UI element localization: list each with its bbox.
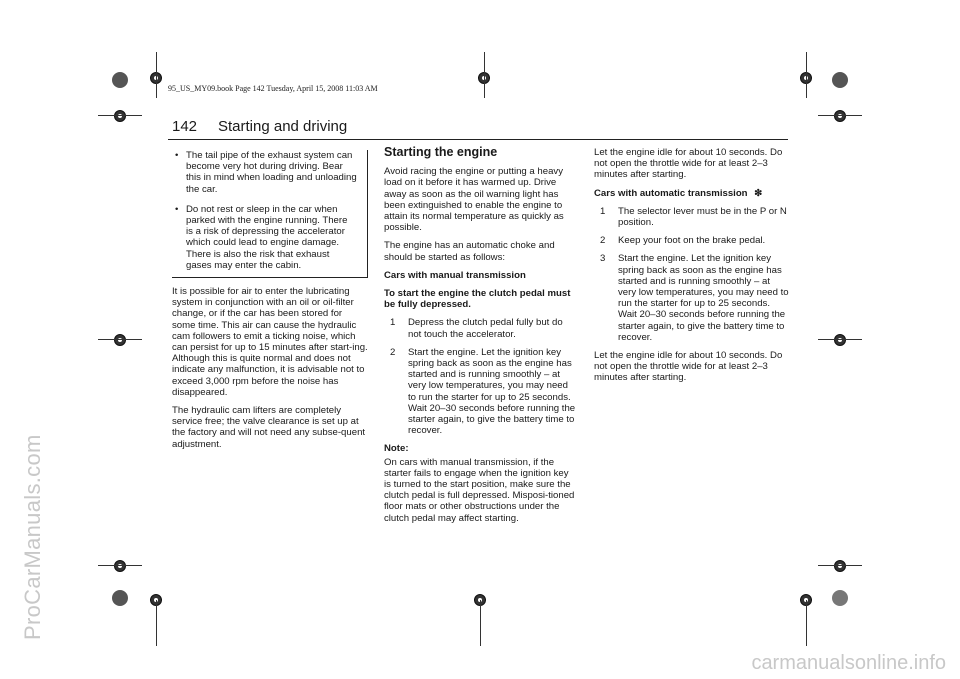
page-number: 142: [172, 118, 198, 135]
crop-line: [98, 565, 142, 566]
crosshair-registration-icon: [114, 560, 126, 572]
crosshair-registration-icon: [112, 72, 128, 88]
bottom-watermark: carmanualsonline.info: [751, 652, 946, 674]
crosshair-registration-icon: [114, 334, 126, 346]
subheading: [594, 188, 790, 199]
column-right: [594, 147, 790, 391]
side-watermark: ProCarManuals.com: [20, 434, 45, 640]
warning-box: [172, 150, 368, 278]
paragraph: The engine has an automatic choke and should be started as follows:: [384, 240, 555, 263]
step-text: Start the engine. Let the ignition key spring back as soon as the engine has started and is running smoothly – at very low temperatures, you may need to run the starter for up to 25 seconds. Wait 20–30 seconds before running the starter again, to give the battery time to recover.: [408, 346, 576, 437]
paragraph: It is possible for air to enter the lubricating system in conjunction with an oil or oil-filter change, or if the car has been stored for some time. This air can cause the hydraulic cam followers to emit a ticking noise, which can persist for up to 15 minutes after start-ing. Although this is quite normal and does not indicate any malfunction, it is advisable not to exceed 3,000 rpm before the noise has disappeared.: [172, 286, 368, 398]
step-number: 2: [600, 235, 606, 247]
list-item: [594, 206, 790, 228]
market-symbol-icon: ❇: [754, 187, 763, 199]
crosshair-registration-icon: [114, 110, 126, 122]
list-item: [594, 253, 790, 343]
crop-line: [484, 52, 485, 98]
header-rule: [168, 139, 788, 140]
crop-line: [156, 600, 157, 646]
crosshair-registration-icon: [832, 72, 848, 88]
column-middle: [384, 147, 578, 531]
paragraph: Avoid racing the engine or putting a heavy load on it before it has warmed up. Drive away as soon as the oil warning light has been extinguished to enable the engine to attain its normal temperature as quickly as possible.: [384, 166, 564, 234]
bullet-text: The tail pipe of the exhaust system can become very hot during driving. Bear this in mind when loading and unloading the car.: [186, 150, 357, 195]
note-text: On cars with manual transmission, if the starter fails to engage when the ignition key is turned to the start position, make sure the clutch pedal is full depressed. Misposi-tioned floor mats or other obstructions under the clutch pedal may affect starting.: [384, 456, 575, 524]
note-label: Note:: [384, 443, 409, 455]
paragraph: Let the engine idle for about 10 seconds. Do not open the throttle wide for at least 2–3 minutes after starting.: [594, 147, 783, 181]
step-text: Keep your foot on the brake pedal.: [618, 235, 766, 247]
step-number: 1: [390, 317, 396, 329]
crosshair-registration-icon: [832, 590, 848, 606]
crop-line: [806, 600, 807, 646]
step-text: Depress the clutch pedal fully but do not touch the accelerator.: [408, 317, 563, 340]
section-heading: Starting the engine: [384, 145, 498, 159]
crop-line: [806, 52, 807, 98]
step-number: 1: [600, 205, 606, 217]
crosshair-registration-icon: [834, 110, 846, 122]
list-item: [384, 317, 578, 339]
crop-line: [156, 52, 157, 98]
paragraph: The hydraulic cam lifters are completely service free; the valve clearance is set up at the factory and will not need any subse-quent adjustment.: [172, 405, 366, 450]
section-title: Starting and driving: [218, 118, 348, 135]
paragraph: Let the engine idle for about 10 seconds. Do not open the throttle wide for at least 2–3 minutes after starting.: [594, 350, 783, 384]
crop-line: [818, 339, 862, 340]
crop-line: [98, 339, 142, 340]
print-slug: 95_US_MY09.book Page 142 Tuesday, April 15, 2008 11:03 AM: [168, 84, 378, 93]
bullet-icon: •: [175, 150, 179, 161]
subheading: Cars with manual transmission: [384, 269, 526, 281]
step-number: 2: [390, 346, 396, 358]
crop-line: [98, 115, 142, 116]
crop-line: [818, 565, 862, 566]
list-item: [172, 150, 357, 195]
bullet-text: Do not rest or sleep in the car when parked with the engine running. There is a risk of depressing the accelerator which could lead to engine damage. There is also the risk that exhaust gases may enter the cabin.: [186, 203, 348, 271]
subheading: To start the engine the clutch pedal must be fully depressed.: [384, 288, 571, 311]
step-number: 3: [600, 253, 606, 265]
crosshair-registration-icon: [834, 334, 846, 346]
crop-line: [480, 600, 481, 646]
crosshair-registration-icon: [112, 590, 128, 606]
crop-line: [818, 115, 862, 116]
step-text: The selector lever must be in the P or N position.: [618, 205, 787, 229]
column-left: [172, 150, 368, 457]
list-item: [594, 235, 790, 246]
subheading-text: Cars with automatic transmission: [594, 187, 748, 199]
bullet-icon: •: [175, 203, 179, 215]
list-item: [172, 204, 357, 271]
crosshair-registration-icon: [834, 560, 846, 572]
list-item: [384, 347, 578, 437]
step-text: Start the engine. Let the ignition key spring back as soon as the engine has started and is running smoothly – at very low temperatures, you may need to run the starter for up to 25 seconds. Wait 20–30 seconds before running the starter again, to give the battery time to recover.: [618, 253, 789, 343]
